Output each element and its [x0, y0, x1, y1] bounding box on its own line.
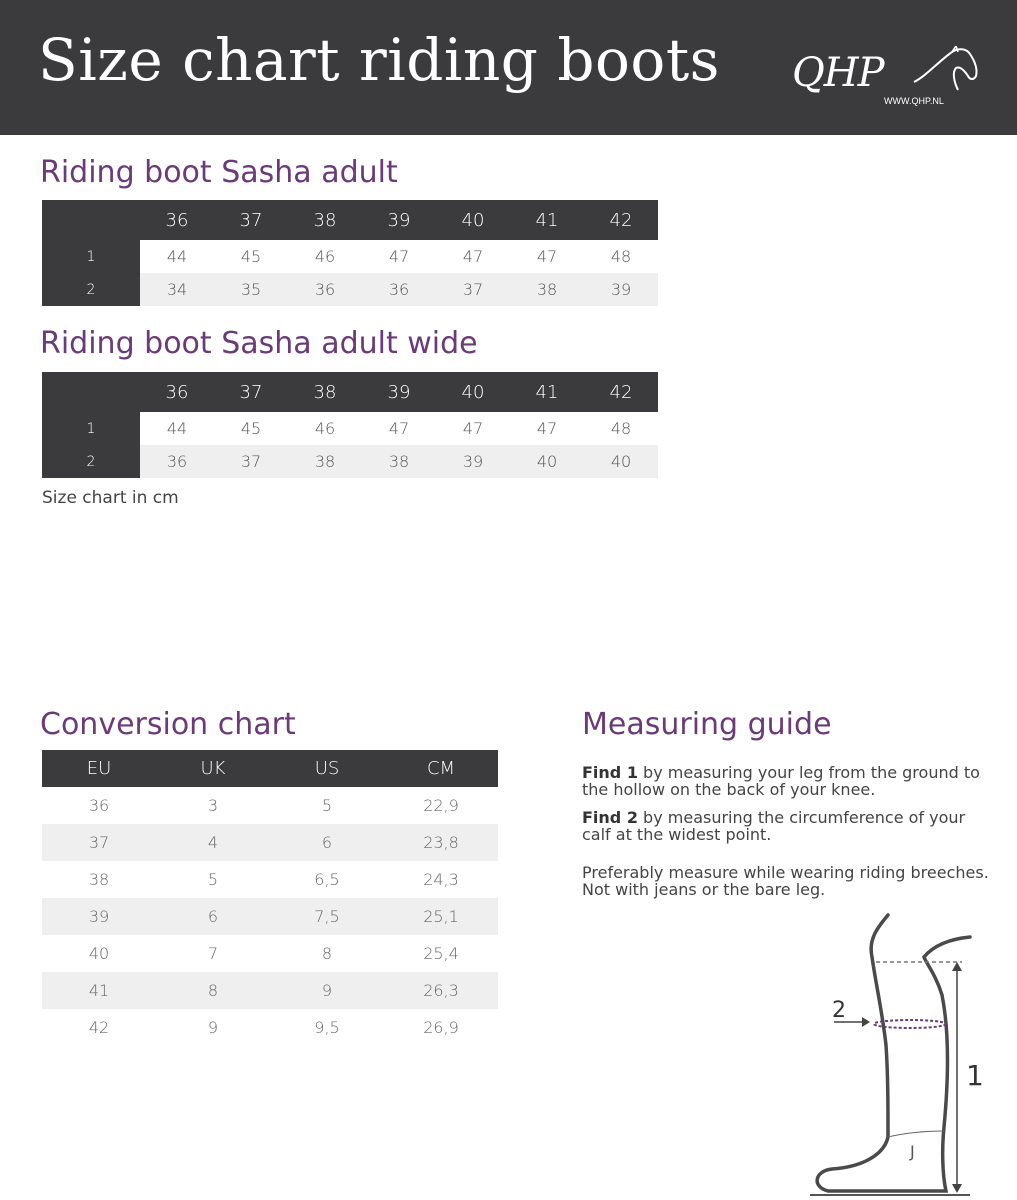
table-cell: 24,3 — [423, 870, 459, 889]
row-label: 1 — [42, 412, 140, 445]
table-row — [42, 273, 658, 306]
guide-paragraph-1 — [582, 764, 992, 798]
table-cell: 37 — [214, 445, 288, 478]
size-column-header: 40 — [436, 200, 510, 240]
table-header-row — [42, 750, 498, 787]
table-cell: 44 — [166, 419, 188, 438]
size-column-header: 41 — [510, 372, 584, 412]
table-cell: 9 — [270, 972, 384, 1009]
table-cell: 26,9 — [423, 1018, 459, 1037]
units-note: Size chart in cm — [42, 488, 179, 508]
table-cell: 39 — [584, 273, 658, 306]
guide-find-2-text: by measuring the circumference of your calf at the widest point. — [582, 808, 966, 844]
table-row — [42, 240, 658, 273]
column-header-us: US — [270, 750, 384, 787]
size-column-header: 36 — [140, 372, 214, 412]
leg-back-outline — [817, 915, 970, 1191]
logo-text: QHP — [792, 50, 884, 96]
size-column-header: 39 — [362, 372, 436, 412]
size-column-header: 37 — [214, 200, 288, 240]
table-cell: 44 — [166, 247, 188, 266]
label-j: J — [910, 1142, 915, 1161]
header-bar — [0, 0, 1017, 135]
table-cell: 46 — [314, 247, 336, 266]
table-row — [42, 445, 658, 478]
wide-table-title: Riding boot Sasha adult wide — [40, 326, 478, 361]
table-cell: 38 — [288, 445, 362, 478]
size-column-header: 42 — [584, 200, 658, 240]
adult-size-table — [42, 200, 658, 306]
table-cell: 23,8 — [384, 824, 498, 861]
table-cell: 5 — [321, 796, 333, 815]
table-row — [42, 824, 498, 861]
table-cell: 7 — [207, 944, 219, 963]
table-cell: 36 — [140, 445, 214, 478]
table-cell: 38 — [510, 273, 584, 306]
table-cell: 38 — [362, 445, 436, 478]
table-cell: 42 — [88, 1018, 110, 1037]
arrow-1-top — [952, 962, 962, 971]
row-label: 1 — [42, 240, 140, 273]
table-cell: 5 — [207, 870, 219, 889]
table-corner-cell — [42, 372, 140, 412]
table-cell: 39 — [42, 898, 156, 935]
guide-find-1-text: by measuring your leg from the ground to the hollow on the back of your knee. — [582, 763, 980, 799]
table-cell: 36 — [88, 796, 110, 815]
table-cell: 45 — [240, 419, 262, 438]
table-cell: 39 — [436, 445, 510, 478]
column-header-eu: EU — [42, 750, 156, 787]
table-cell: 37 — [436, 273, 510, 306]
table-row — [42, 861, 498, 898]
table-cell: 48 — [610, 247, 632, 266]
table-row — [42, 972, 498, 1009]
table-cell: 38 — [88, 870, 110, 889]
table-cell: 40 — [510, 445, 584, 478]
table-cell: 8 — [156, 972, 270, 1009]
guide-find-2: Find 2 — [582, 808, 638, 827]
table-row — [42, 935, 498, 972]
table-cell: 46 — [314, 419, 336, 438]
table-cell: 6 — [270, 824, 384, 861]
table-cell: 47 — [388, 247, 410, 266]
sock-line — [888, 1131, 944, 1137]
table-cell: 34 — [140, 273, 214, 306]
page-title: Size chart riding boots — [38, 26, 720, 94]
table-cell: 3 — [207, 796, 219, 815]
table-cell: 47 — [536, 247, 558, 266]
row-label: 2 — [42, 273, 140, 306]
conversion-title: Conversion chart — [40, 707, 296, 742]
table-row — [42, 787, 498, 824]
size-column-header: 36 — [140, 200, 214, 240]
table-cell: 26,3 — [384, 972, 498, 1009]
table-cell: 25,4 — [423, 944, 459, 963]
size-column-header: 38 — [288, 200, 362, 240]
table-cell: 7,5 — [270, 898, 384, 935]
table-header-row — [42, 372, 658, 412]
size-column-header: 41 — [510, 200, 584, 240]
row-label: 2 — [42, 445, 140, 478]
table-header-row — [42, 200, 658, 240]
arrow-2-head — [862, 1017, 870, 1027]
table-row — [42, 412, 658, 445]
arrow-1-bottom — [952, 1184, 962, 1193]
table-cell: 8 — [321, 944, 333, 963]
table-cell: 22,9 — [423, 796, 459, 815]
logo-url: WWW.QHP.NL — [884, 96, 944, 106]
table-row — [42, 898, 498, 935]
table-cell: 4 — [156, 824, 270, 861]
table-cell: 47 — [462, 419, 484, 438]
size-column-header: 38 — [288, 372, 362, 412]
guide-paragraph-3: Preferably measure while wearing riding breeches. Not with jeans or the bare leg. — [582, 863, 989, 899]
column-header-uk: UK — [156, 750, 270, 787]
table-cell: 6,5 — [314, 870, 340, 889]
table-cell: 25,1 — [384, 898, 498, 935]
table-cell: 37 — [42, 824, 156, 861]
table-cell: 40 — [88, 944, 110, 963]
size-column-header: 39 — [362, 200, 436, 240]
table-cell: 45 — [240, 247, 262, 266]
table-cell: 6 — [156, 898, 270, 935]
size-column-header: 37 — [214, 372, 288, 412]
table-cell: 9,5 — [314, 1018, 340, 1037]
table-cell: 47 — [462, 247, 484, 266]
table-cell: 41 — [42, 972, 156, 1009]
table-cell: 9 — [207, 1018, 219, 1037]
guide-find-1: Find 1 — [582, 763, 638, 782]
leg-measuring-diagram — [800, 905, 1000, 1200]
size-column-header: 42 — [584, 372, 658, 412]
size-column-header: 40 — [436, 372, 510, 412]
table-row — [42, 1009, 498, 1046]
label-1: 1 — [966, 1059, 984, 1092]
adult-table-title: Riding boot Sasha adult — [40, 155, 398, 190]
table-cell: 36 — [362, 273, 436, 306]
table-cell: 47 — [388, 419, 410, 438]
table-cell: 47 — [536, 419, 558, 438]
conversion-table — [42, 750, 498, 1046]
guide-title: Measuring guide — [582, 707, 832, 742]
wide-size-table — [42, 372, 658, 478]
column-header-cm: CM — [384, 750, 498, 787]
table-cell: 35 — [214, 273, 288, 306]
qhp-logo — [792, 50, 992, 110]
guide-paragraph-2 — [582, 809, 992, 843]
table-cell: 40 — [584, 445, 658, 478]
table-corner-cell — [42, 200, 140, 240]
horse-head-icon — [912, 46, 982, 96]
table-cell: 36 — [288, 273, 362, 306]
table-cell: 48 — [610, 419, 632, 438]
label-2: 2 — [832, 998, 846, 1023]
